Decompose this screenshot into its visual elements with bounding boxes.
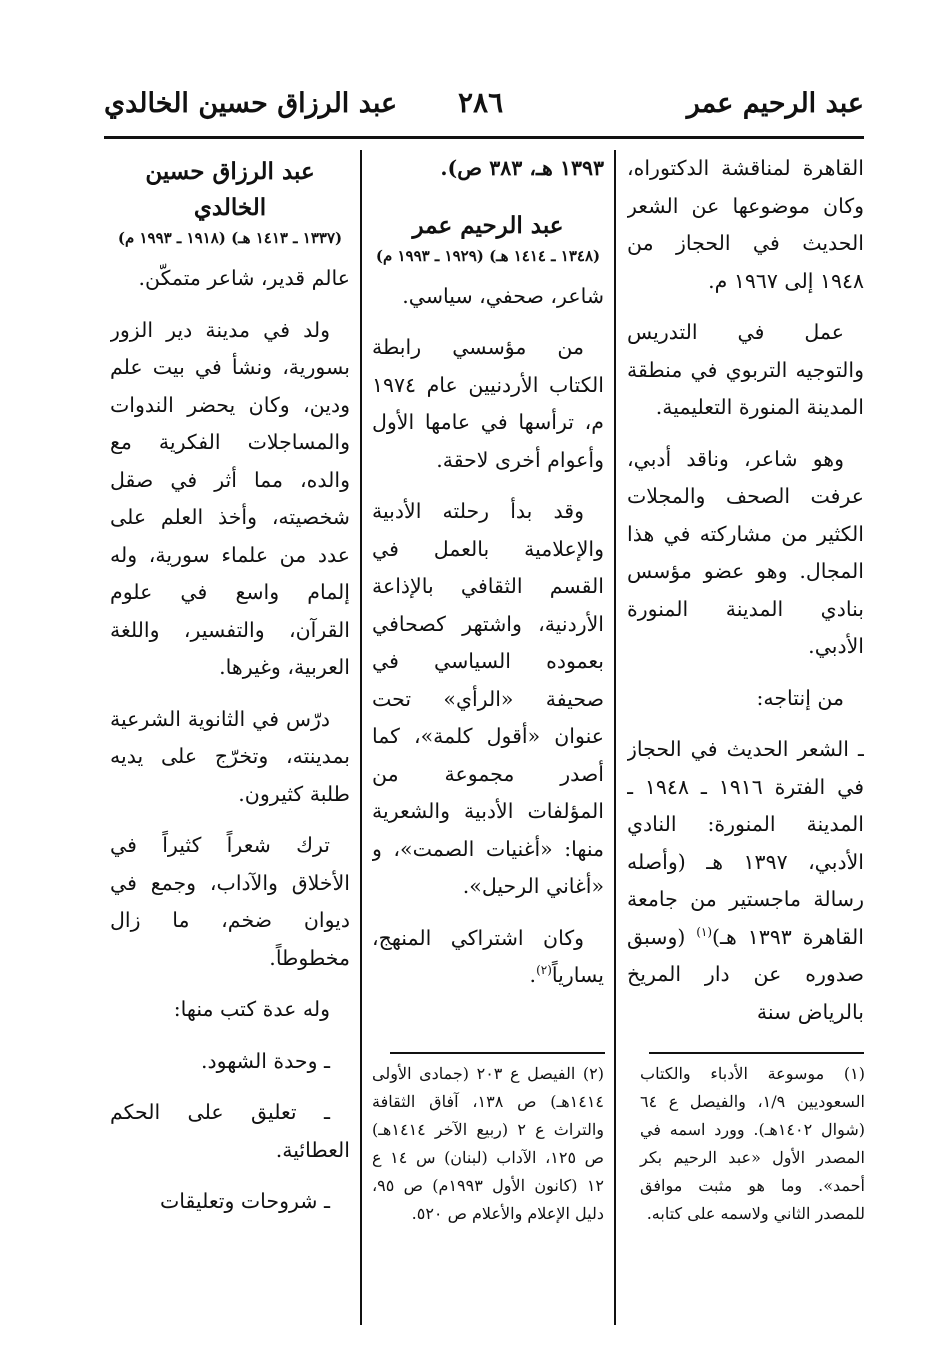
- book-item: ـ وحدة الشهود.: [200, 1048, 330, 1073]
- paragraph: [372, 920, 604, 995]
- paragraph: ترك شعراً كثيراً في الأخلاق والآداب، وجمع في ديوان ضخم، ما زال مخطوطاً.: [110, 833, 350, 970]
- paragraph: ولد في مدينة دير الزور بسورية، ونشأ في بيت علم ودين، وكان يحضر الندوات والمساجلات الفكرية مع والده، مما أثر في صقل شخصيته، وأخذ العلم على عدد من علماء سورية، وله إلمام واسع في علوم القرآن، والتفسير، واللغة العربية، وغيرها.: [110, 317, 350, 679]
- header-rule: [104, 136, 864, 139]
- work-text-tail: (وسبق صدوره عن دار المريخ بالرياض سنة: [627, 924, 864, 1024]
- footnote-ref: (٢): [536, 963, 552, 978]
- entry-dates: (١٣٣٧ ـ ١٤١٣ هـ) (١٩١٨ ـ ١٩٩٣ م): [117, 229, 343, 247]
- page-number: ٢٨٦: [458, 86, 504, 119]
- paragraph-text: وكان اشتراكي المنهج، يسارياً: [372, 925, 604, 987]
- column-divider-right: [614, 150, 616, 1325]
- paragraph: عالم قدير، شاعر متمكّن.: [138, 266, 350, 290]
- footnote-ref: (١): [696, 924, 713, 939]
- paragraph: درّس في الثانوية الشرعية بمدينته، وتخرّج على يديه طلبة كثيرون.: [110, 706, 350, 806]
- paragraph: وقد بدأ رحلته الأدبية والإعلامية بالعمل في القسم الثقافي بالإذاعة الأردنية، واشتهر كصحافي بعموده السياسي في صحيفة «الرأي» تحت عنوان «أقول كلمة»، كما أصدر مجموعة من المؤلفات الأدبية والشعرية منها: «أغنيات الصمت»، و «أغاني الرحيل».: [372, 499, 604, 898]
- entry-name: عبد الرحيم عمر: [412, 211, 564, 239]
- paragraph: القاهرة لمناقشة الدكتوراه، وكان موضوعها عن الشعر الحديث في الحجاز من ١٩٤٨ إلى ١٩٦٧ م.: [627, 156, 864, 293]
- paragraph: شاعر، صحفي، سياسي.: [402, 283, 604, 308]
- book-item: ـ شروحات وتعليقات: [159, 1189, 330, 1213]
- paragraph: من مؤسسي رابطة الكتاب الأردنيين عام ١٩٧٤ م، ترأسها في عامها الأول وأعوام أخرى لاحقة.: [372, 335, 604, 472]
- column-divider-left: [360, 150, 362, 1325]
- work-text: ـ الشعر الحديث في الحجاز في الفترة ١٩١٦ ـ ١٩٤٨ ـ المدينة المنورة: النادي الأدبي، ١٣٩٧ هـ (وأصله رسالة ماجستير من جامعة القاهرة ١٣٩٣ هـ): [627, 737, 864, 949]
- entry-dates: (١٣٤٨ ـ ١٤١٤ هـ) (١٩٢٩ ـ ١٩٩٣ م): [375, 246, 601, 265]
- paragraph: ١٣٩٣ هـ، ٣٨٣ ص).: [440, 156, 604, 180]
- footnote-2: (٢) الفيصل ع ٢٠٣ (جمادى الأولى ١٤١٤هـ) ص ١٣٨، آفاق الثقافة والتراث ع ٢ (ربيع الآخر ١٤١٤هـ) ص ١٢٥، الآداب (لبنان) س ١٤ ع ١٢ (كانون الأول ١٩٩٣م) ص ٩٥، دليل الإعلام والأعلام ص ٥٢٠.: [372, 1064, 605, 1223]
- paragraph: وله عدة كتب منها:: [173, 997, 330, 1021]
- column-left: [110, 150, 350, 1325]
- paragraph-end: .: [529, 963, 537, 987]
- header-right-name: عبد الرحيم عمر: [686, 88, 864, 119]
- footnote-1: (١) موسوعة الأدباء والكتاب السعوديين ١/٩، والفيصل ع ٦٤ (شوال ١٤٠٢هـ). وورد اسمه في المصدر الأول «عبد الرحيم بكر أحمد». وما هو مثبت موافق للمصدر الثاني ولاسمه على كتابه.: [640, 1064, 865, 1223]
- works-title: من إنتاجه:: [756, 685, 844, 710]
- running-header: [104, 82, 864, 128]
- entry-name: عبد الرزاق حسين الخالدي: [145, 158, 315, 221]
- work-item: [627, 731, 864, 1031]
- footnote-rule-right: [649, 1052, 864, 1054]
- book-item: ـ تعليق على الحكم العطائية.: [110, 1100, 350, 1162]
- header-left-name: عبد الرزاق حسين الخالدي: [104, 88, 398, 119]
- footnote-rule-middle: [390, 1052, 605, 1054]
- paragraph: وهو شاعر، وناقد أدبي، عرفت الصحف والمجلات الكثير من مشاركته في هذا المجال. وهو عضو مؤسس بنادي المدينة المنورة الأدبي.: [627, 446, 864, 658]
- paragraph: عمل في التدريس والتوجيه التربوي في منطقة المدينة المنورة التعليمية.: [627, 320, 864, 419]
